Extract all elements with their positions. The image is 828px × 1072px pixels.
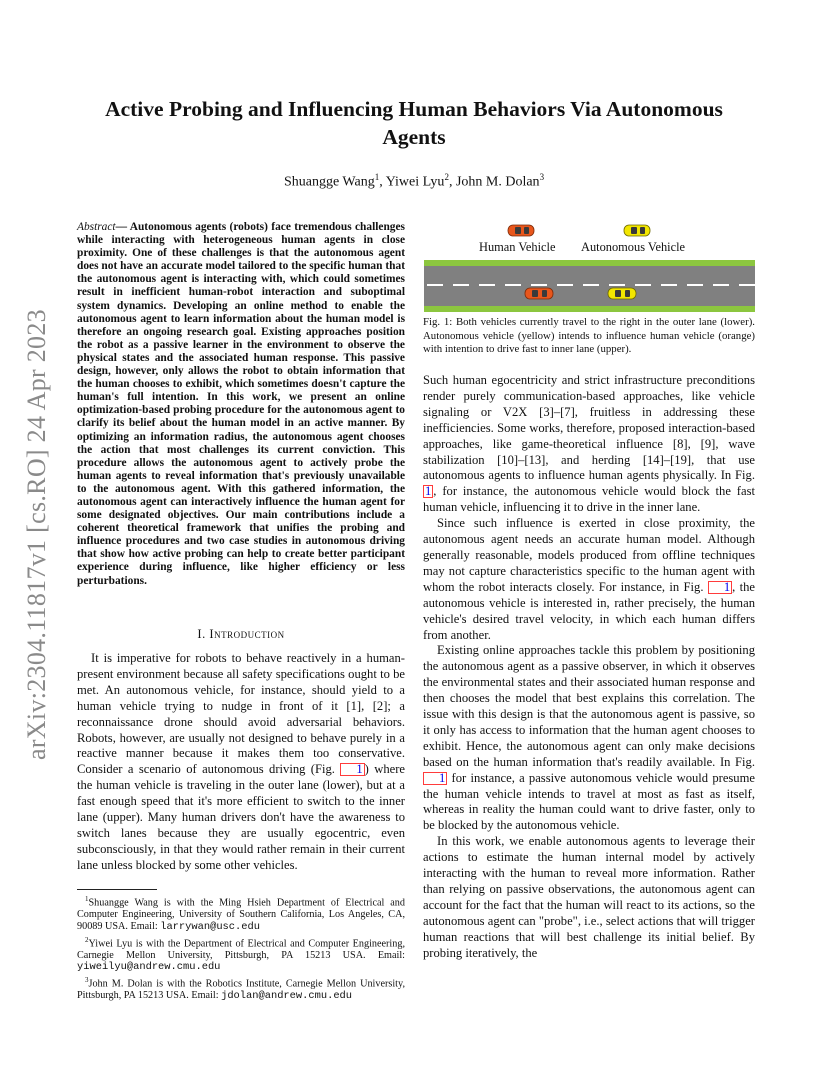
abstract-label: Abstract	[77, 221, 116, 233]
human-vehicle-legend-icon	[508, 225, 534, 236]
body-paragraph: In this work, we enable autonomous agents to leverage their actions to estimate the human internal model by actively interacting with the human to reveal more information. Rather than relying on passive observations, the autonomous agent can account for the fact that the human will react to its actions, so the autonomous agent can "probe", i.e., select actions that will trigger human reactions that will best challenge its initial belief. By probing iteratively, the	[423, 834, 755, 960]
human-vehicle-legend-label: Human Vehicle	[479, 240, 556, 254]
figure-ref-link[interactable]: 1	[423, 772, 447, 785]
figure-ref-link[interactable]: 1	[708, 581, 732, 594]
author-name: Yiwei Lyu	[385, 174, 445, 190]
paper-title: Active Probing and Influencing Human Behaviors Via Autonomous Agents	[105, 97, 723, 149]
intro-paragraph: It is imperative for robots to behave reactively in a human-present environment because all safety specifications ought to be met. An autonomous vehicle, for instance, should yield to a human vehicle trying to nudge in front of it [1], [2]; a reconnaissance drone should avoid adversarial behaviors. Robots, however, are usually not designed to behave purely in a reactive manner because it makes them too conservative. Consider a scenario of autonomous driving (Fig. 1 ) where the human vehicle is traveling in the outer lane (lower), but at a fast enough speed that it's more efficient to switch to the inner lane (upper). Many human drivers don't have the awareness to switch lanes because they are usually egocentric, even subconsciously, in that they would rather remain in their current lane unless blocked by some other vehicles.	[77, 651, 406, 872]
autonomous-vehicle	[608, 288, 636, 299]
autonomous-vehicle-legend-label: Autonomous Vehicle	[581, 240, 686, 254]
author-mark: 2	[444, 172, 449, 182]
footnotes	[77, 894, 405, 1004]
body-paragraph: Existing online approaches tackle this problem by positioning the autonomous agent as a passive observer, in which it observes the environmental states and their associated human response and then chooses the model that best explains this correlation. The issue with this design is that the autonomous agent is passive, so it only has access to information that the human agent chooses to exhibit. Hence, the autonomous agent can only make decisions based on the human information that's readily available. In Fig. 1 for instance, a passive autonomous vehicle would presume the human vehicle intends to travel at most as fast as itself, whereas in reality the human could want to drive faster, only to be blocked by the autonomous vehicle.	[423, 643, 755, 833]
intro-right-column	[423, 373, 755, 962]
email-link[interactable]: larrywan@usc.edu	[160, 920, 260, 933]
arxiv-stamp: arXiv:2304.11817v1 [cs.RO] 24 Apr 2023	[22, 309, 51, 760]
author-mark: 3	[539, 172, 545, 182]
abstract-text: — Autonomous agents (robots) face tremendous challenges while interacting with heterogeneous human agents in close proximity. One of these challenges is that the autonomous agent does not have an accurate model tailored to the specific human that the autonomous agent is interacting with, which could sometimes result in inefficient human-robot interaction and suboptimal system dynamics. Developing an online method to enable the autonomous agent to learn information about the human model is therefore an ongoing research goal. Existing approaches position the robot as a passive learner in the environment to observe the physical states and the associated human response. This passive design, however, only allows the robot to obtain information that the human chooses to exhibit, which sometimes doesn't capture the human's full intention. In this work, we present an online optimization-based probing procedure for the autonomous agent to clarify its belief about the human model in an active manner. By optimizing an information radius, the autonomous agent chooses the action that most challenges its current conviction. This procedure allows the autonomous agent to actively probe the human agents to reveal information that's previously unavailable to the autonomous agent. With this gathered information, the autonomous agent can interactively influence the human agent for some designated objectives. Our main contributions include a coherent theoretical framework that unifies the probing and influence procedures and two case studies in autonomous driving that show how active probing can help to create better participant experience during influence, like higher efficiency or less perturbations.	[77, 221, 405, 587]
body-paragraph: Such human egocentricity and strict infrastructure preconditions render purely communication-based approaches, like vehicle signaling or V2X [3]–[7], fruitless in addressing these inefficiencies. Some works, therefore, proposed interaction-based approaches, like game-theoretical influence [8], [9], wave stabilization [10]–[13], and herding [14]–[19], that use autonomous agents to influence human agents physically. In Fig. 1 , for instance, the autonomous vehicle would block the fast human vehicle, influencing it to drive in the inner lane.	[423, 373, 755, 515]
footnote: $^1$Shuangge Wang is with the Ming Hsieh Department of Electrical and Computer Engineering, University of Southern California, Los Angeles, CA, 90089 USA. Email: larrywan@usc.edu	[77, 895, 405, 933]
author-mark: 1	[374, 172, 380, 182]
grass-top	[424, 260, 755, 266]
author-name: John M. Dolan	[455, 174, 540, 190]
body-paragraph: Since such influence is exerted in close proximity, the autonomous agent needs an accurate human model. Although generally reasonable, models produced from offline techniques may not capture characteristics specific to the human agent with whom the robot interacts closely. For instance, in Fig. 1 , the autonomous vehicle is interested in, rather precisely, the human vehicle's desired travel velocity, in which each human differs from another.	[423, 516, 755, 642]
email-link[interactable]: yiweilyu@andrew.cmu.edu	[77, 961, 221, 974]
section-number: I.	[197, 627, 206, 641]
human-vehicle	[525, 288, 553, 299]
section-heading	[77, 627, 405, 642]
section-title: Introduction	[209, 627, 285, 641]
road-diagram	[424, 260, 755, 312]
figure-ref-link[interactable]: 1	[340, 763, 364, 776]
grass-bottom	[424, 306, 755, 312]
abstract	[77, 221, 405, 588]
footnote: $^3$John M. Dolan is with the Robotics Institute, Carnegie Mellon University, Pittsburgh, PA 15213 USA. Email: jdolan@andrew.cmu.edu	[77, 976, 405, 1003]
intro-left-column	[77, 651, 405, 874]
figure-ref-link[interactable]: 1	[425, 484, 432, 499]
footnote: $^2$Yiwei Lyu is with the Department of Electrical and Computer Engineering, Carnegie Mellon University, Pittsburgh, PA 15213 USA. Email: yiweilyu@andrew.cmu.edu	[77, 935, 405, 974]
autonomous-vehicle-legend-icon	[624, 225, 650, 236]
email-link[interactable]: jdolan@andrew.cmu.edu	[221, 990, 353, 1003]
author-list: Shuangge Wang$^1$, Yiwei Lyu$^2$, John M. Dolan$^3$	[283, 172, 545, 190]
footnote-rule	[77, 889, 157, 890]
figure-caption: Fig. 1: Both vehicles currently travel to the right in the outer lane (lower). Autonomous vehicle (yellow) intends to influence human vehicle (orange) with intention to drive fast to inner lane (upper).	[423, 316, 755, 356]
author-name: Shuangge Wang	[283, 174, 375, 190]
